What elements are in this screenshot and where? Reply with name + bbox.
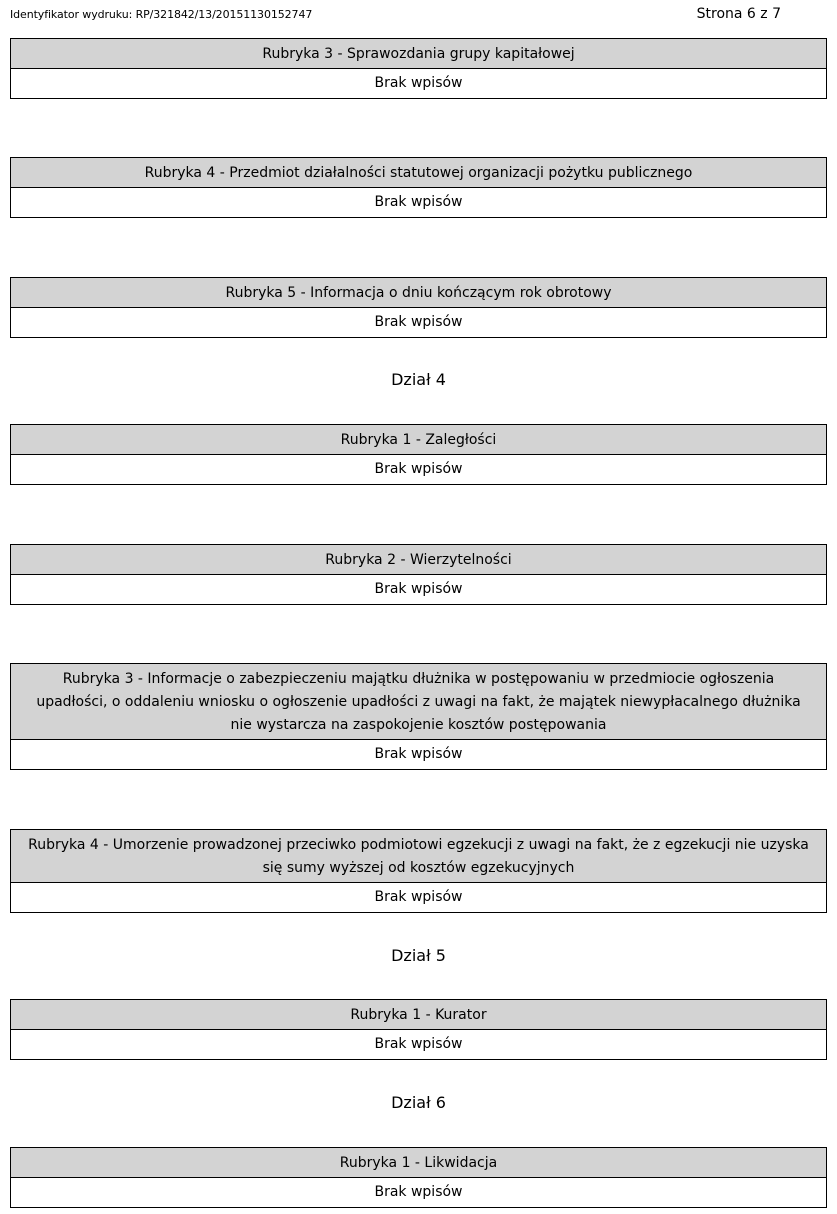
rubric-title: Rubryka 1 - Kurator (11, 1000, 826, 1030)
rubric-title: Rubryka 5 - Informacja o dniu kończącym rok obrotowy (11, 278, 826, 308)
rubric-box (10, 1147, 827, 1208)
rubric-value: Brak wpisów (11, 575, 826, 604)
rubric-value: Brak wpisów (11, 740, 826, 769)
rubric-box (10, 38, 827, 99)
section-heading: Dział 6 (391, 1093, 446, 1112)
rubric-title: Rubryka 2 - Wierzytelności (11, 545, 826, 575)
section-heading: Dział 5 (391, 946, 446, 965)
rubric-value: Brak wpisów (11, 69, 826, 98)
rubric-box (10, 277, 827, 338)
rubric-box (10, 157, 827, 218)
rubric-box (10, 544, 827, 605)
document-identifier: Identyfikator wydruku: RP/321842/13/20151130152747 (10, 8, 313, 21)
rubric-value: Brak wpisów (11, 455, 826, 484)
rubric-title: Rubryka 3 - Sprawozdania grupy kapitałowej (11, 39, 826, 69)
rubric-value: Brak wpisów (11, 1030, 826, 1059)
rubric-value: Brak wpisów (11, 188, 826, 217)
rubric-box (10, 424, 827, 485)
rubric-title: Rubryka 4 - Umorzenie prowadzonej przeciwko podmiotowi egzekucji z uwagi na fakt, że z egzekucji nie uzyska się sumy wyższej od kosztów egzekucyjnych (11, 830, 826, 883)
rubric-box (10, 829, 827, 913)
rubric-box (10, 999, 827, 1060)
rubric-title: Rubryka 3 - Informacje o zabezpieczeniu majątku dłużnika w postępowaniu w przedmiocie ogłoszenia upadłości, o oddaleniu wniosku o ogłoszenie upadłości z uwagi na fakt, że majątek niewypłacalnego dłużnika nie wystarcza na zaspokojenie kosztów postępowania (11, 664, 826, 740)
rubric-box (10, 663, 827, 770)
page-number: Strona 6 z 7 (696, 6, 781, 22)
rubric-value: Brak wpisów (11, 308, 826, 337)
rubric-value: Brak wpisów (11, 1178, 826, 1207)
rubric-title: Rubryka 4 - Przedmiot działalności statutowej organizacji pożytku publicznego (11, 158, 826, 188)
section-heading: Dział 4 (391, 370, 446, 389)
rubric-title: Rubryka 1 - Likwidacja (11, 1148, 826, 1178)
rubric-value: Brak wpisów (11, 883, 826, 912)
rubric-title: Rubryka 1 - Zaległości (11, 425, 826, 455)
